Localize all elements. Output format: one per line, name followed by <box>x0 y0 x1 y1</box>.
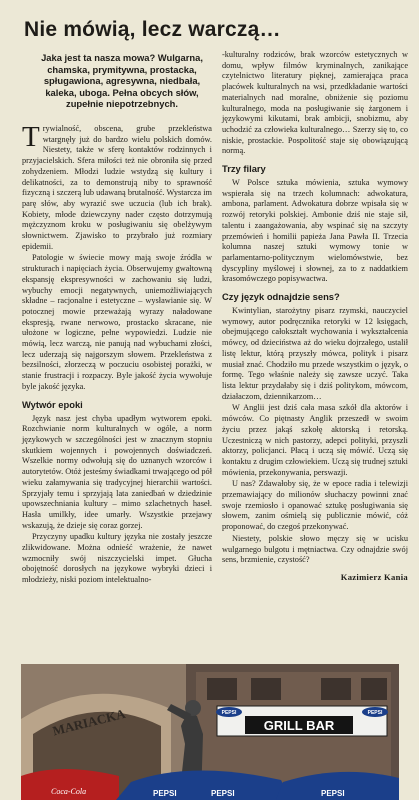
paragraph-1: Trywialność, obscena, grube przekleństwa wtargnęły już do bardzo wielu polskich domów. Niestety, także w sferę kontaktów rodzinnych i przyjacielskich. Sfera miłości też nie obroniła się przed zohydzeniem. Młodzi ludzie wstydzą się kultury i delikatności, za to demonstrują niby to sprawność fizyczną i szczerą lub udawaną brutalność. Wystarcza im parę słów, aby wyrazić swe uczucia (lub ich brak). Kobiety, młode dziewczyny nader często dotrzymują mężczyznom kroku w posługiwaniu się obelżywym słownictwem. Zjawisko to przybrało już rozmiary epidemii. <box>22 121 212 251</box>
paragraph-6: W Polsce sztuka mówienia, sztuka wymowy wspierała się na trzech kolumnach: adwokatura, ambona, parlament. Adwokatura dobrze wpisała się w rozwój retoryki polskiej. Ambonie dziś nie staje sił, talentu i zaangażowania, aby wspinać się na szczyty przemówień i homilii papieża Jana Pawła II. Trzecia kolumna naszej sztuki wymowy tonie w parlamentarno-politycznym wielomówstwie, bez dyscypliny myślowej i słownej, za to z naddatkiem krasomówczego popisywactwa. <box>222 178 408 284</box>
pepsi-umbrella-2: PEPSI <box>211 789 235 798</box>
right-column <box>222 50 408 583</box>
pepsi-umbrella-3: PEPSI <box>321 789 345 798</box>
paragraph-10: Niestety, polskie słowo męczy się w ucisku wulgarnego bulgotu i mętniactwa. Czy odnajdzie swój sens, brzmienie, czystość? <box>222 533 408 565</box>
article-lead: Jaka jest ta nasza mowa? Wulgarna, chamska, prymitywna, prostacka, spługawiona, agresywna, niedbała, kaleka, uboga. Pełna obcych słów, zupełnie niepotrzebnych. <box>41 52 203 110</box>
author-byline: Kazimierz Kania <box>340 571 408 582</box>
subheading-trzy-filary: Trzy filary <box>222 163 266 175</box>
paragraph-7: Kwintylian, starożytny pisarz rzymski, nauczyciel wymowy, autor podręcznika retoryki w 12 księgach, obejmującego całokształt wychowania i wykształcenia mówcy, od dzieciństwa aż do wieku dojrzałego, ustalił listę lektur, którą przyszły mówca, polityk i pisarz musiał znać. Chodziło mu przede wszystkim o język, o formę. Tego właśnie należy się zawsze uczyć. Taka lista lektur przydałaby się i dziś politykom, mówcom, działaczom, dziennikarzom… <box>222 306 408 401</box>
pepsi-logo-sign-left: PEPSI <box>221 710 237 716</box>
street-photo <box>21 664 399 800</box>
pepsi-umbrella-1: PEPSI <box>153 789 177 798</box>
coca-cola-logo: Coca-Cola <box>51 787 87 796</box>
street-photo-illustration <box>21 664 399 800</box>
subheading-wytwor-epoki: Wytwór epoki <box>22 398 83 410</box>
paragraph-3: Język nasz jest chyba upadłym wytworem epoki. Rozchwianie norm kulturalnych w ogóle, a norm językowych w szczególności jest w znacznym stopniu skutkiem wojennych i powojennych doświadczeń. Wszelkie normy odwołują się do uznanych wzorców i autorytetów. Otóż jesteśmy świadkami trwającego od pół wieku załamywania się tradycyjnej hierarchii wartości. Sprzyjały temu i sprzyjają lata zaniedbań w dziedzinie upowszechniania kultury – mimo szlachetnych haseł. Hasła umilkły, idee umarły. Wszystkie przejawy wskazują, że dzieje się coraz gorzej. <box>22 413 213 530</box>
paragraph-5: -kulturalny rodziców, brak wzorców estetycznych w domu, wpływ filmów kryminalnych, zanikające czytelnictwo literatury pięknej, zamierająca praca placówek kulturalnych na wsi, przedkładanie wartości materialnych nad moralne, obniżenie się poziomu kulturalnego, moda na posługiwanie się żargonem i językowymi kikutami, brak ambicji, snobizmu, aby uchodzić za człowieka kulturalnego… Szerzy się to, co niskie, prostackie. Pospolitość staje się obowiązującą normą. <box>222 50 408 156</box>
article-title: Nie mówią, lecz warczą… <box>24 18 281 41</box>
drop-cap: T <box>22 121 40 153</box>
left-column <box>22 121 213 587</box>
pepsi-logo-sign-right: PEPSI <box>367 710 383 716</box>
paragraph-2: Patologie w świecie mowy mają swoje źródła w strukturach i napięciach życia. Obserwujemy gwałtowną ekspansję ekspresywności w zachowaniu się ludzi, wybuchy emocji negatywnych, uniemożliwiających składne – racjonalne i estetyczne – wysławianie się. W potocznej mowie przeważają wyrazy naładowane ekspresją, rwane nerwowo, prostacko skracane, nie ułożone w logiczne, pełne wypowiedzi. Ludzie nie mówią, lecz warczą, nie panują nad wybuchami złości, lecz uderzają się najgorszym słowem. Przekleństwa z bezsilności, złorzeczą w poczuciu osobistej porażki, w stanie frustracji i rozpaczy. Byle jakość życia wywołuje byle jakość języka. <box>22 253 212 391</box>
mariacka-sign: MARIACKA <box>50 705 127 739</box>
paragraph-4: Przyczyny upadku kultury języka nie zostały jeszcze zlikwidowane. Można odnieść wrażenie, że nawet wzmocniły swój niszczycielski impet. Głucha obojętność dorosłych na językowe wybryki dzieci i młodzieży, niski poziom intelektualno- <box>22 532 212 585</box>
paragraph-8: W Anglii jest dziś cała masa szkół dla aktorów i mówców. Co piętnasty Anglik przeszedł w swoim życiu przez jakąś szkołę aktorską i retorską. Uczestniczą w nich pastorzy, adepci polityki, przyszli aktorzy, policjanci. Płacą i uczą się mówić. Uczą się kontaktu z drugim człowiekiem. Uczą się trudnej sztuki mówienia, przekonywania, perswazji. <box>222 403 408 477</box>
paragraph-9: U nas? Zdawałoby się, że w epoce radia i telewizji przemawiający do milionów słuchaczy powinni znać swoje rzemiosło i opanować sztukę posługiwania się słowem, zanim ośmielą się publicznie mówić, cóż proponować, do czegoś przekonywać. <box>222 479 408 532</box>
grill-bar-sign: GRILL BAR <box>263 718 335 733</box>
subheading-czy-jezyk: Czy język odnajdzie sens? <box>222 291 340 303</box>
